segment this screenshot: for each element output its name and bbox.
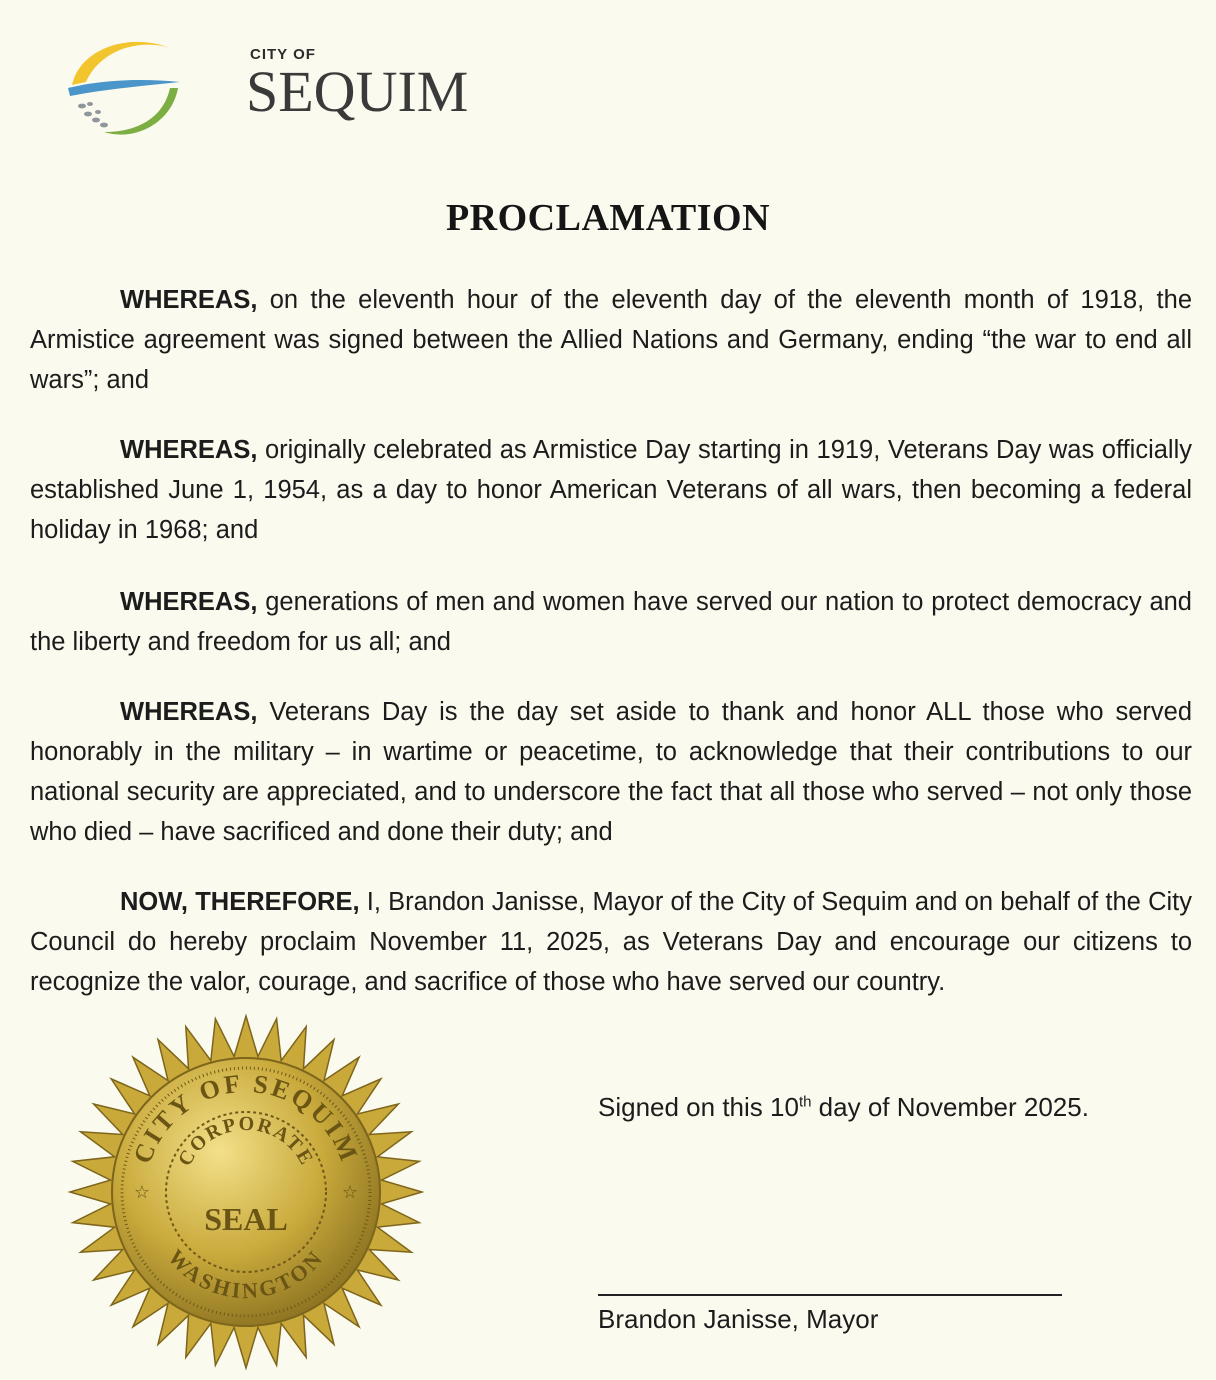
logo-city-of-text: CITY OF xyxy=(250,46,316,63)
paragraph-lead: NOW, THEREFORE, xyxy=(120,888,360,916)
paragraph-lead: WHEREAS, xyxy=(120,698,258,726)
paragraph-lead: WHEREAS, xyxy=(120,588,258,616)
page-title: PROCLAMATION xyxy=(445,197,771,239)
whereas-paragraph-4 xyxy=(30,692,1192,852)
seal-center-text: SEAL xyxy=(204,1201,288,1237)
paragraph-text: originally celebrated as Armistice Day starting in 1919, Veterans Day was officially established June 1, 1954, as a day to honor American Veterans of all wars, then becoming a federal holiday in 1968; and xyxy=(30,436,1192,544)
now-therefore-paragraph xyxy=(30,882,1192,1002)
paragraph-text: I, Brandon Janisse, Mayor of the City of Sequim and on behalf of the City Council do hereby proclaim November 11, 2025, as Veterans Day and encourage our citizens to recognize the valor, courage, and sacrifice of those who have served our country. xyxy=(30,888,1192,996)
paragraph-lead: WHEREAS, xyxy=(120,286,258,314)
seal-top-text: CITY OF SEQUIM xyxy=(127,1068,365,1168)
whereas-paragraph-2 xyxy=(30,430,1192,550)
paragraph-text: generations of men and women have served our nation to protect democracy and the liberty and freedom for us all; and xyxy=(30,588,1192,656)
signed-prefix: Signed on this 10 xyxy=(598,1092,799,1122)
logo-city-name: SEQUIM xyxy=(246,59,469,124)
city-logo xyxy=(60,30,469,145)
paragraph-text: on the eleventh hour of the eleventh day of the eleventh month of 1918, the Armistice agreement was signed between the Allied Nations and Germany, ending “the war to end all wars”; and xyxy=(30,286,1192,394)
seal-star-icon: ☆ xyxy=(133,1182,151,1202)
whereas-paragraph-1 xyxy=(30,280,1192,400)
signed-ordinal-suffix: th xyxy=(798,1093,812,1111)
mayor-name-title: Brandon Janisse, Mayor xyxy=(598,1304,879,1334)
paragraph-lead: WHEREAS, xyxy=(120,436,258,464)
seal-bottom-text: WASHINGTON xyxy=(163,1244,329,1304)
seal-star-icon: ☆ xyxy=(341,1182,359,1202)
paragraph-text: Veterans Day is the day set aside to thank and honor ALL those who served honorably in the military – in wartime or peacetime, to acknowledge that their contributions to our national security are appreciated, and to underscore the fact that all those who served – not only those who died – have sacrificed and done their duty; and xyxy=(30,698,1192,846)
signed-suffix: day of November 2025. xyxy=(811,1092,1089,1122)
seal-middle-text: CORPORATE xyxy=(173,1112,319,1170)
whereas-paragraph-3 xyxy=(30,582,1192,662)
gold-seal-icon xyxy=(66,1012,426,1372)
signed-date-line xyxy=(598,1092,1089,1123)
sequim-logo-icon xyxy=(60,30,240,145)
signature-line xyxy=(598,1294,1062,1296)
corporate-seal xyxy=(66,1012,426,1372)
